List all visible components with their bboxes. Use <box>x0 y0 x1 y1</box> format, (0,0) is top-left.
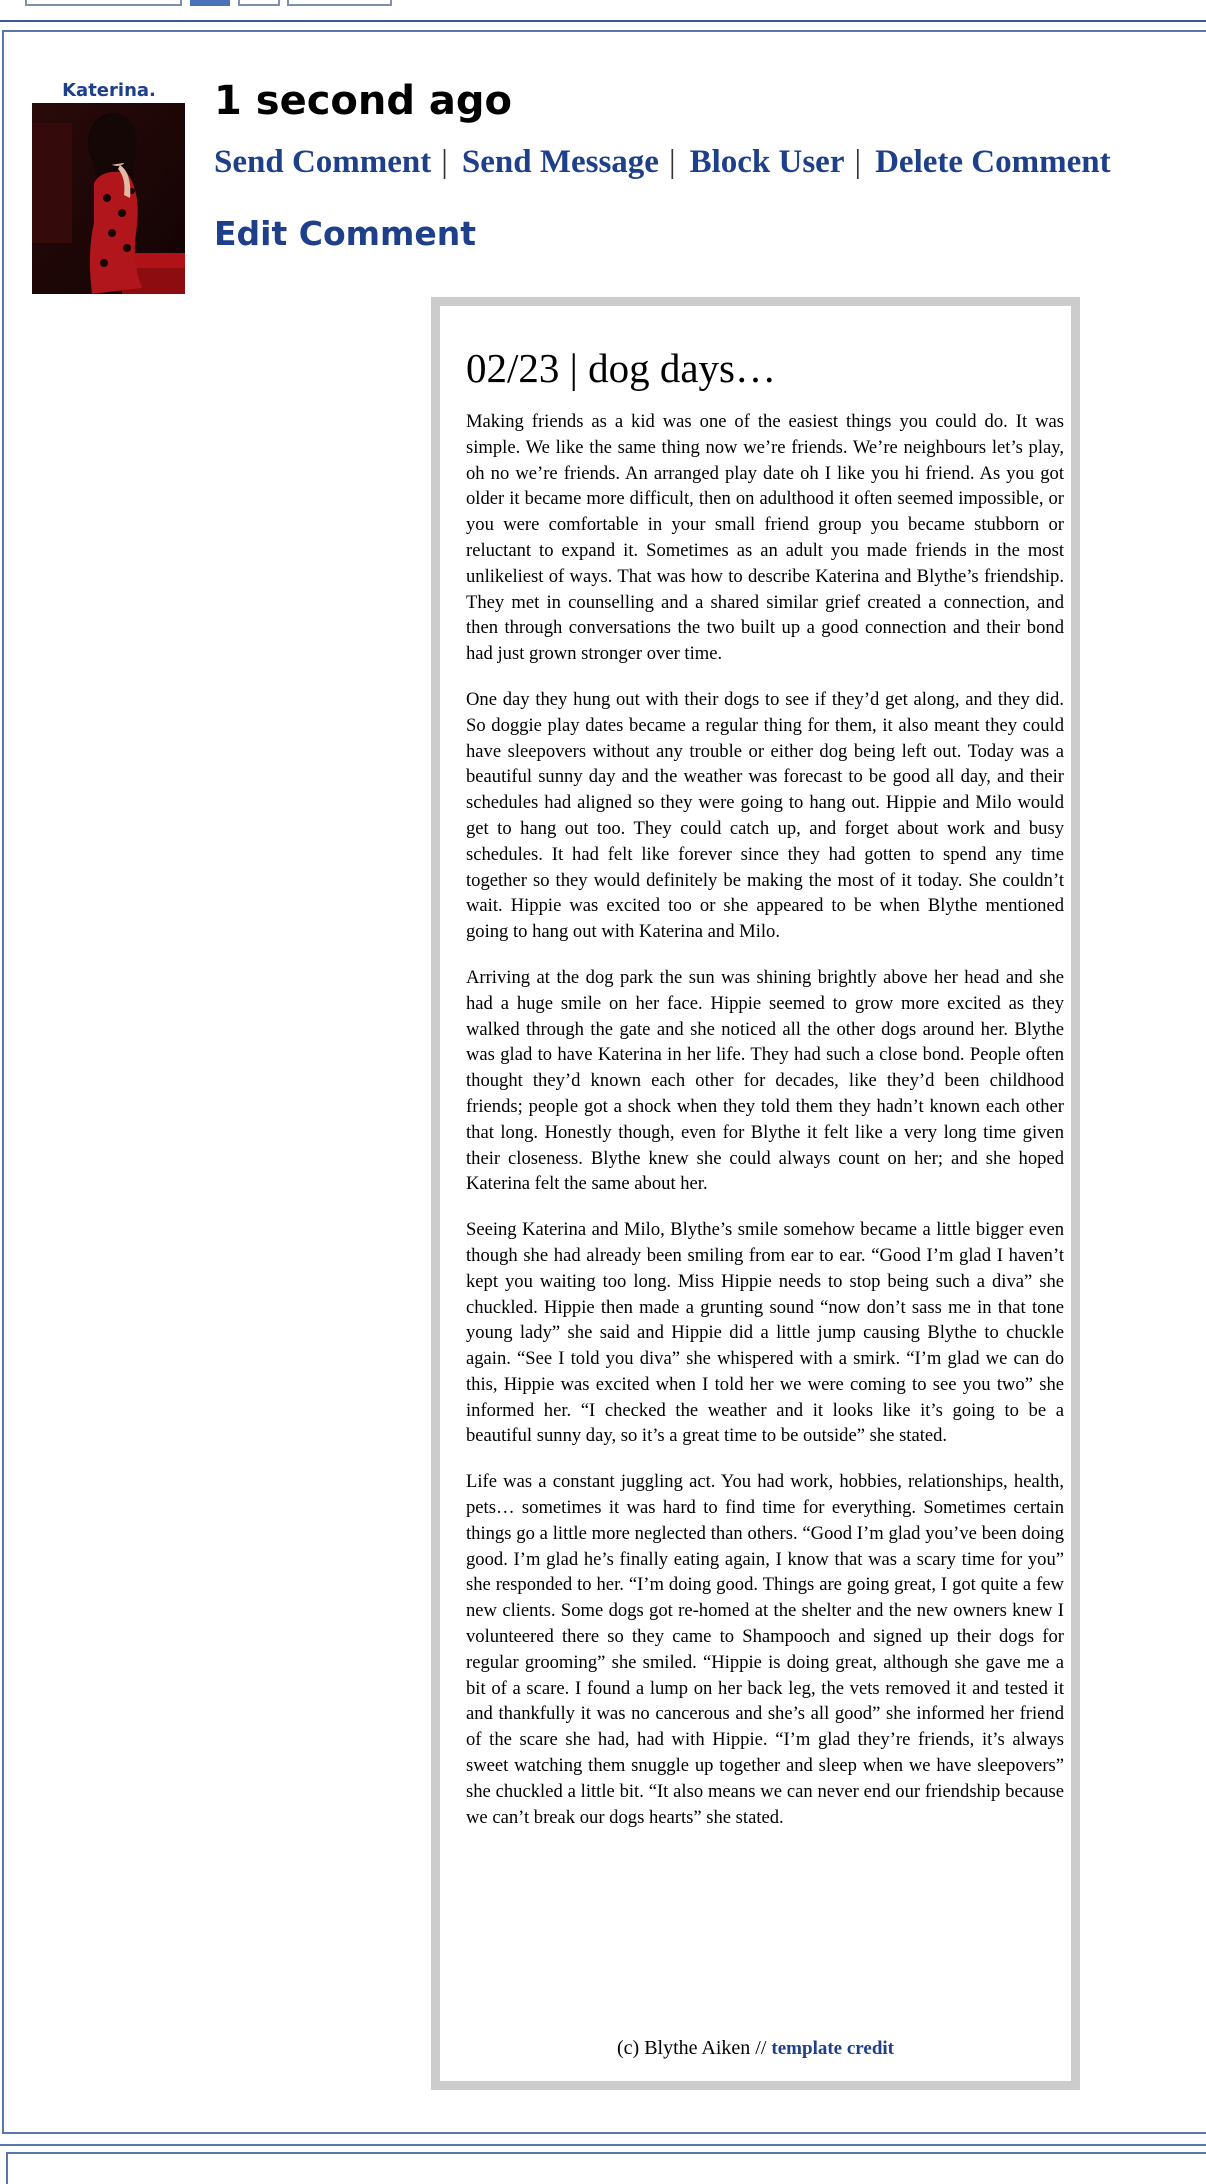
next-comment-container <box>0 2144 1206 2172</box>
toolbar-button[interactable] <box>238 0 280 6</box>
post-credit <box>440 2037 1071 2060</box>
action-separator: | <box>854 144 862 180</box>
post-paragraph: Life was a constant juggling act. You had work, hobbies, relationships, health, pets… sometimes it was hard to find time for everything. Sometimes certain things go a little more neglected than others. “Good I’m glad you’ve been doing good. I’m glad he’s finally eating again, I know that was a scary time for you” she responded to her. “I’m doing good. Things are going great, I got quite a few new clients. Some dogs got re-homed at the shelter and the new owners knew I volunteered there so they came to Shampooch and signed up their dogs for regular grooming” she smiled. “Hippie is doing great, although she gave me a bit of a scare. I found a lump on her back leg, the vets removed it and tested it and thankfully it was no cancerous and she’s all good” she informed her friend of the scare she had, had with Hippie. “I’m glad they’re friends, it’s always sweet watching them snuggle up together and sleep when we have sleepovers” she chuckled a little bit. “It also means we can never end our friendship because we can’t break our dogs hearts” she stated. <box>466 1471 1064 1828</box>
post-paragraph: Arriving at the dog park the sun was shining brightly above her head and she had a huge smile on her face. Hippie seemed to grow more excited as they walked through the gate and she noticed all the other dogs around her. Blythe was glad to have Katerina in her life. They had such a close bond. People often thought they’d known each other for decades, like they’d been childhood friends; people got a shock when they told them they hadn’t known each other that long. Honestly though, even for Blythe it felt like a very long time given their closeness. Blythe knew she could always count on her; and she hoped Katerina felt the same about her. <box>466 966 1064 1195</box>
comment-timestamp: 1 second ago <box>214 78 513 124</box>
send-message-link[interactable]: Send Message <box>461 144 659 180</box>
next-comment-border <box>6 2152 1206 2184</box>
action-separator: | <box>668 144 676 180</box>
divider <box>0 20 1206 22</box>
post-body <box>466 409 1064 1850</box>
avatar-photo <box>32 103 185 294</box>
block-user-link[interactable]: Block User <box>689 144 845 180</box>
post-title: 02/23 | dog days… <box>466 345 777 391</box>
toolbar-button-active[interactable] <box>190 0 230 6</box>
comment-actions <box>214 144 1111 181</box>
delete-comment-link[interactable]: Delete Comment <box>875 144 1111 180</box>
send-comment-link[interactable]: Send Comment <box>214 144 432 180</box>
comment-author-name[interactable]: Katerina. <box>62 80 156 101</box>
toolbar-button[interactable] <box>287 0 392 6</box>
avatar[interactable] <box>32 103 185 294</box>
credit-text: (c) Blythe Aiken // <box>617 2037 767 2059</box>
post-paragraph: One day they hung out with their dogs to see if they’d get along, and they did. So doggie play dates became a regular thing for them, it also meant they could have sleepovers without any trouble or either dog being left out. Today was a beautiful sunny day and the weather was forecast to be good all day, and their schedules had aligned so they were going to hang out. Hippie and Milo would get to hang out too. They could catch up, and forget about work and busy schedules. It had felt like forever since they had gotten to spend any time together so they would definitely be making the most of it today. She couldn’t wait. Hippie was excited too or she appeared to be when Blythe mentioned going to hang out with Katerina and Milo. <box>466 688 1064 943</box>
toolbar-button[interactable] <box>25 0 182 6</box>
post-paragraph: Seeing Katerina and Milo, Blythe’s smile somehow became a little bigger even though she had already been smiling from ear to ear. “Good I’m glad I haven’t kept you waiting too long. Miss Hippie needs to stop being such a diva” she chuckled. Hippie then made a grunting sound “now don’t sass me in that tone young lady” she said and Hippie did a little jump causing Blythe to chuckle again. “See I told you diva” she whispered with a smirk. “I’m glad we can do this, Hippie was excited when I told her we were coming to see you two” she informed her. “I checked the weather and it looks like it’s going to be a beautiful sunny day, so it’s a great time to be outside” she stated. <box>466 1219 1064 1447</box>
top-toolbar-strip <box>0 0 1206 30</box>
template-credit-link[interactable]: template credit <box>771 2038 894 2059</box>
post-card <box>431 297 1080 2090</box>
action-separator: | <box>441 144 448 180</box>
post-paragraph: Making friends as a kid was one of the easiest things you could do. It was simple. We like the same thing now we’re friends. We’re neighbours let’s play, oh no we’re friends. An arranged play date oh I like you hi friend. As you got older it became more difficult, then on adulthood it often seemed impossible, or you were comfortable in your small friend group you became stubborn or reluctant to expand it. Sometimes as an adult you made friends in the most unlikeliest of ways. That was how to describe Katerina and Blythe’s friendship. They met in counselling and a shared similar grief created a connection, and then through conversations the two built up a good connection and their bond had just grown stronger over time. <box>466 411 1064 665</box>
edit-comment-link[interactable]: Edit Comment <box>214 214 477 253</box>
